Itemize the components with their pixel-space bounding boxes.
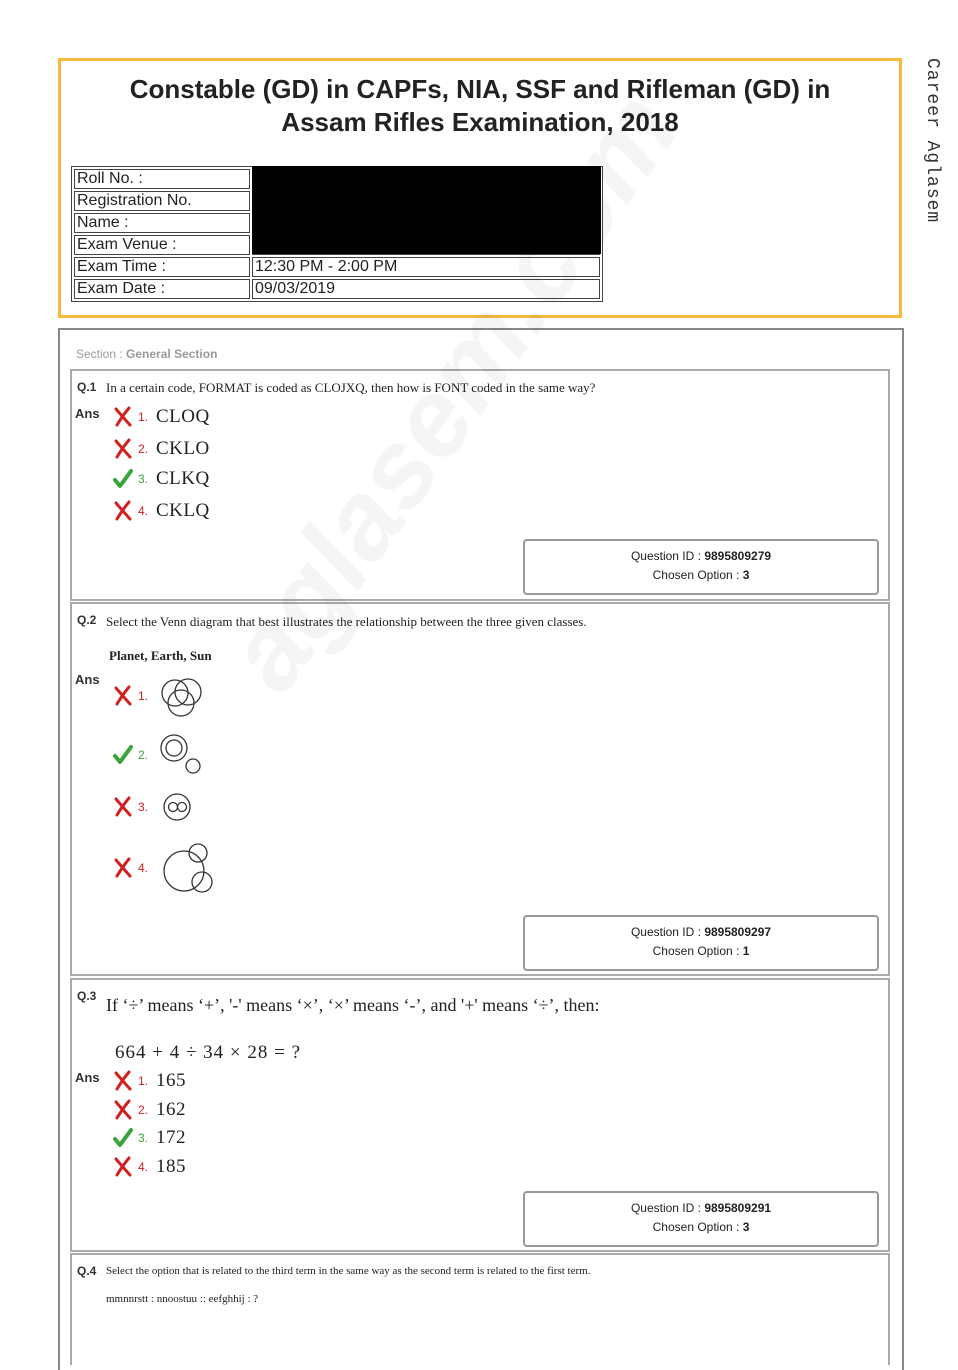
option-number: 1. <box>138 410 149 424</box>
chosen-option-label: Chosen Option : <box>652 568 740 582</box>
option-text: CLKQ <box>156 468 210 489</box>
ans-label: Ans <box>75 672 100 687</box>
info-label: Name : <box>74 213 250 233</box>
exam-title-line2: Assam Rifles Examination, 2018 <box>281 107 679 137</box>
question-number: Q.3 <box>77 989 97 1003</box>
question-id-value: 9895809297 <box>704 925 772 939</box>
wrong-cross-icon <box>112 857 134 879</box>
option-item <box>112 435 210 463</box>
option-text: 172 <box>156 1127 186 1148</box>
option-number: 3. <box>138 1131 149 1145</box>
question-id-value: 9895809291 <box>704 1201 772 1215</box>
option-number: 4. <box>138 861 149 875</box>
question-meta-box <box>523 539 879 595</box>
section-prefix: Section : <box>76 347 123 361</box>
question-id-label: Question ID : <box>630 1201 701 1215</box>
info-value: 09/03/2019 <box>252 279 600 299</box>
ans-label: Ans <box>75 406 100 421</box>
question-card <box>70 602 890 976</box>
section-name: General Section <box>126 347 218 361</box>
side-brand-text: Career Aglasem <box>922 58 942 224</box>
correct-tick-icon <box>112 468 134 490</box>
question-id-line <box>525 547 877 566</box>
wrong-cross-icon <box>112 1099 134 1121</box>
redacted-block <box>252 166 601 254</box>
venn-diagram-option-3 <box>158 790 198 826</box>
question-subtext: mmnnrstt : nnoostuu :: eefghhij : ? <box>106 1293 259 1305</box>
question-card <box>70 1253 890 1365</box>
wrong-cross-icon <box>112 406 134 428</box>
question-id-line <box>525 923 877 942</box>
option-text: CKLQ <box>156 500 210 521</box>
section-label <box>76 347 217 361</box>
info-label: Exam Time : <box>74 257 250 277</box>
question-card <box>70 978 890 1252</box>
chosen-option-line <box>525 942 877 961</box>
option-text: 185 <box>156 1156 186 1177</box>
option-item <box>112 1067 186 1095</box>
option-number: 1. <box>138 1074 149 1088</box>
option-item <box>112 793 154 821</box>
exam-title <box>61 73 899 139</box>
question-card <box>70 369 890 601</box>
option-number: 3. <box>138 472 149 486</box>
option-item <box>112 497 210 525</box>
wrong-cross-icon <box>112 1156 134 1178</box>
option-number: 4. <box>138 504 149 518</box>
info-row <box>74 279 600 299</box>
question-id-label: Question ID : <box>630 925 701 939</box>
wrong-cross-icon <box>112 685 134 707</box>
option-text: CKLO <box>156 438 210 459</box>
chosen-option-label: Chosen Option : <box>652 1220 740 1234</box>
venn-diagram-option-4 <box>158 840 218 898</box>
chosen-option-value: 3 <box>742 568 750 582</box>
question-id-value: 9895809279 <box>704 549 772 563</box>
chosen-option-line <box>525 566 877 585</box>
option-item <box>112 682 154 710</box>
question-number: Q.4 <box>77 1264 97 1278</box>
option-item <box>112 1124 186 1152</box>
option-number: 2. <box>138 748 149 762</box>
venn-diagram-option-2 <box>158 734 206 778</box>
ans-label: Ans <box>75 1070 100 1085</box>
chosen-option-line <box>525 1218 877 1237</box>
question-expression: 664 + 4 ÷ 34 × 28 = ? <box>115 1042 302 1063</box>
chosen-option-label: Chosen Option : <box>652 944 740 958</box>
info-label: Exam Date : <box>74 279 250 299</box>
option-number: 2. <box>138 442 149 456</box>
option-text: 162 <box>156 1099 186 1120</box>
option-text: 165 <box>156 1070 186 1091</box>
correct-tick-icon <box>112 744 134 766</box>
chosen-option-value: 3 <box>742 1220 750 1234</box>
option-number: 3. <box>138 800 149 814</box>
question-text: Select the Venn diagram that best illustrates the relationship between the three given classes. <box>106 614 587 629</box>
question-text: If ‘÷’ means ‘+’, '-' means ‘×’, ‘×’ means ‘-’, and '+' means ‘÷’, then: <box>106 995 600 1015</box>
option-item <box>112 854 154 882</box>
info-value: 12:30 PM - 2:00 PM <box>252 257 600 277</box>
exam-title-line1: Constable (GD) in CAPFs, NIA, SSF and Rifleman (GD) in <box>129 74 831 104</box>
info-row <box>74 257 600 277</box>
wrong-cross-icon <box>112 500 134 522</box>
option-item <box>112 403 210 431</box>
option-item <box>112 741 154 769</box>
option-text: CLOQ <box>156 406 210 427</box>
question-id-line <box>525 1199 877 1218</box>
option-item <box>112 1153 186 1181</box>
wrong-cross-icon <box>112 438 134 460</box>
info-label: Roll No. : <box>74 169 250 189</box>
option-item <box>112 465 210 493</box>
question-number: Q.2 <box>77 613 97 627</box>
correct-tick-icon <box>112 1127 134 1149</box>
question-number: Q.1 <box>77 380 97 394</box>
chosen-option-value: 1 <box>742 944 750 958</box>
wrong-cross-icon <box>112 796 134 818</box>
venn-diagram-option-1 <box>158 676 206 720</box>
question-id-label: Question ID : <box>630 549 701 563</box>
question-text: In a certain code, FORMAT is coded as CLOJXQ, then how is FONT coded in the same way? <box>106 380 596 395</box>
option-number: 1. <box>138 689 149 703</box>
option-item <box>112 1096 186 1124</box>
info-label: Registration No. <box>74 191 250 211</box>
option-number: 2. <box>138 1103 149 1117</box>
info-label: Exam Venue : <box>74 235 250 255</box>
wrong-cross-icon <box>112 1070 134 1092</box>
option-number: 4. <box>138 1160 149 1174</box>
question-subtext: Planet, Earth, Sun <box>109 648 212 663</box>
question-meta-box <box>523 1191 879 1247</box>
question-text: Select the option that is related to the third term in the same way as the second term is related to the first term. <box>106 1265 591 1277</box>
question-meta-box <box>523 915 879 971</box>
